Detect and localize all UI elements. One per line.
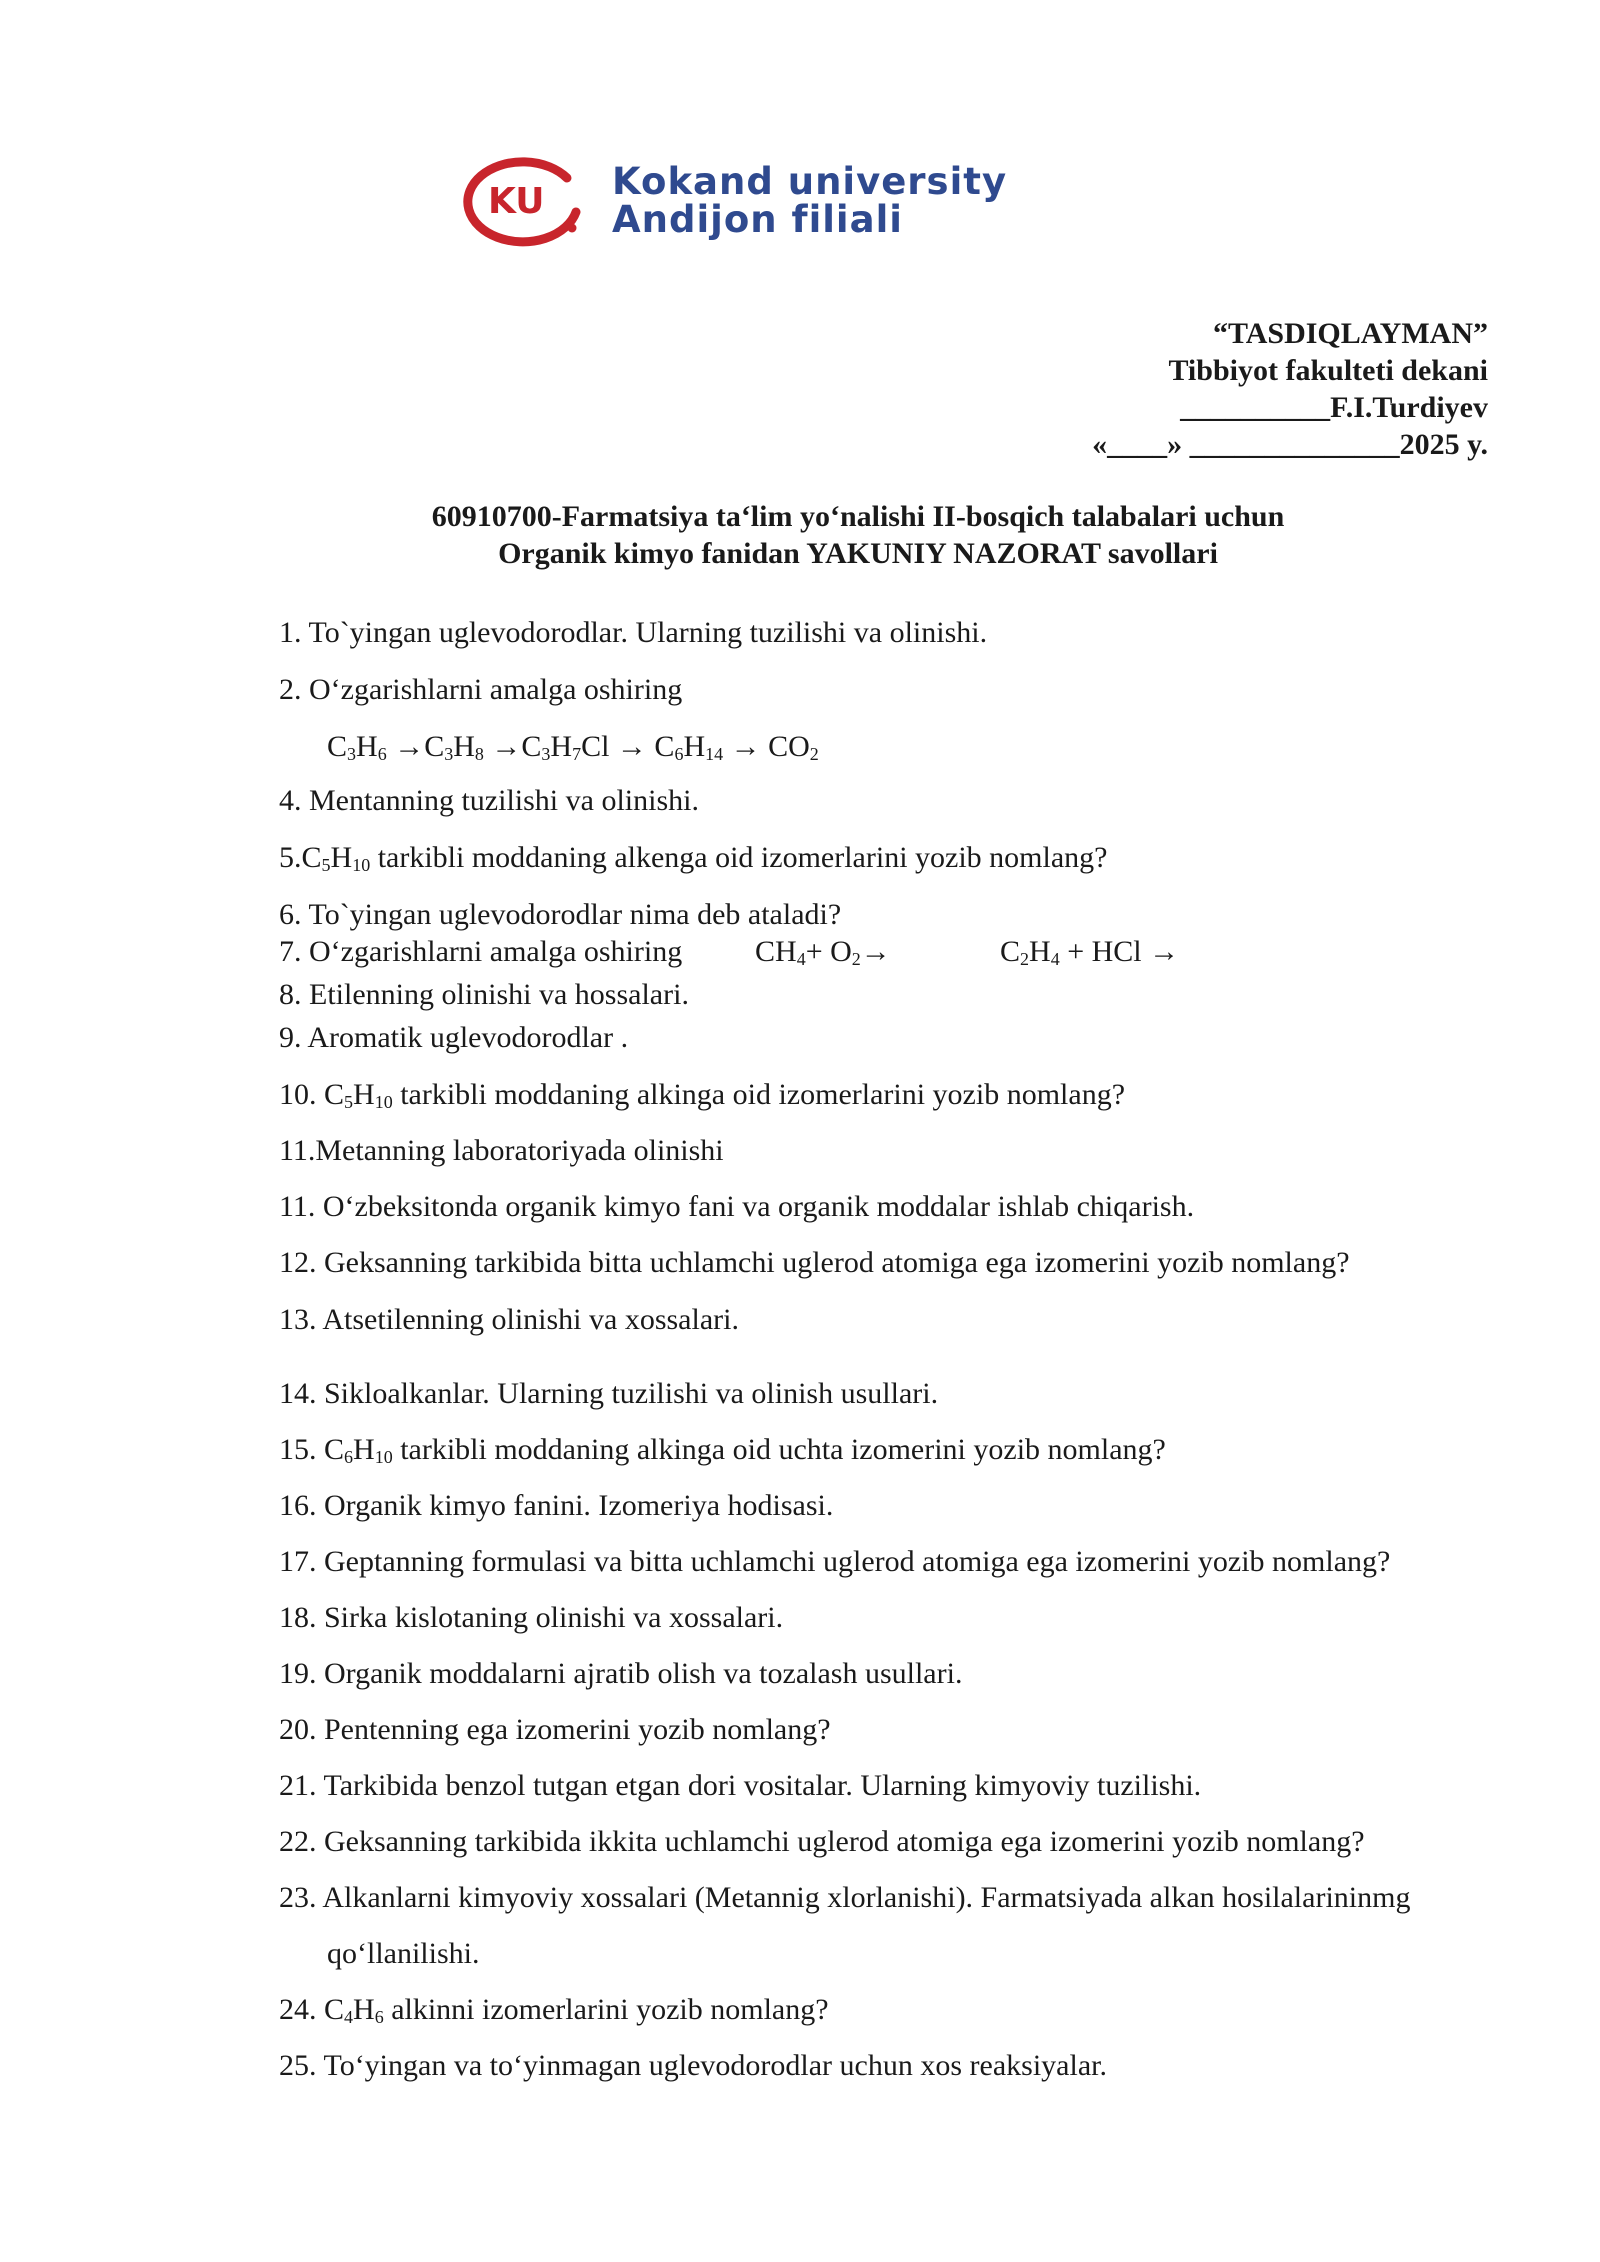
document-title [0, 498, 1600, 572]
ku-emblem-icon [462, 150, 592, 250]
approval-date: «____» ______________2025 y. [1092, 428, 1488, 461]
approval-position: Tibbiyot fakulteti dekani [1168, 354, 1488, 387]
question-19: 19. Organik moddalarni ajratib olish va tozalash usullari. [279, 1657, 963, 1690]
title-line-2: Organik kimyo fanidan YAKUNIY NAZORAT savollari [498, 537, 1218, 570]
question-10: 10. $C_5H_{10}$ tarkibli moddaning alkinga oid izomerlarini yozib nomlang? [279, 1078, 1126, 1112]
question-16: 16. Organik kimyo fanini. Izomeriya hodisasi. [279, 1489, 834, 1522]
reaction-ethylene-hcl: $C_2H_4$ + HCl → [1000, 935, 1180, 969]
question-5: $5.C_5H_{10}$ tarkibli moddaning alkenga oid izomerlarini yozib nomlang? [279, 841, 1108, 875]
question-23: 23. Alkanlarni kimyoviy xossalari (Metannig xlorlanishi). Farmatsiyada alkan hosilalarininmg [279, 1881, 1411, 1914]
question-14: 14. Sikloalkanlar. Ularning tuzilishi va olinish usullari. [279, 1377, 939, 1410]
university-logo [462, 150, 1062, 250]
question-18: 18. Sirka kislotaning olinishi va xossalari. [279, 1601, 784, 1634]
question-4: 4. Mentanning tuzilishi va olinishi. [279, 784, 699, 817]
question-8: 8. Etilenning olinishi va hossalari. [279, 978, 689, 1011]
question-24: 24. $C_4H_6$ alkinni izomerlarini yozib nomlang? [279, 1993, 829, 2027]
question-6: 6. To`yingan uglevodorodlar nima deb ataladi? [279, 898, 842, 931]
approval-signature: __________F.I.Turdiyev [1180, 391, 1488, 424]
question-15: 15. $C_6H_{10}$ tarkibli moddaning alkinga oid uchta izomerini yozib nomlang? [279, 1433, 1166, 1467]
question-13: 13. Atsetilenning olinishi va xossalari. [279, 1303, 739, 1336]
question-23-continued: qo‘llanilishi. [327, 1937, 480, 1970]
question-7: 7. O‘zgarishlarni amalga oshiring [279, 935, 683, 968]
logo-title: Kokand university [612, 160, 1008, 203]
question-11a: 11.Metanning laboratoriyada olinishi [279, 1134, 724, 1167]
question-11b: 11. O‘zbeksitonda organik kimyo fani va organik moddalar ishlab chiqarish. [279, 1190, 1195, 1223]
question-1: 1. To`yingan uglevodorodlar. Ularning tuzilishi va olinishi. [279, 616, 988, 649]
question-2: 2. O‘zgarishlarni amalga oshiring [279, 673, 683, 706]
question-9: 9. Aromatik uglevodorodlar . [279, 1021, 629, 1054]
title-line-1: 60910700-Farmatsiya ta‘lim yo‘nalishi II-bosqich talabalari uchun [431, 500, 1285, 533]
question-22: 22. Geksanning tarkibida ikkita uchlamchi uglerod atomiga ega izomerini yozib nomlang? [279, 1825, 1365, 1858]
question-25: 25. To‘yingan va to‘yinmagan uglevodorodlar uchun xos reaksiyalar. [279, 2049, 1107, 2082]
question-20: 20. Pentenning ega izomerini yozib nomlang? [279, 1713, 831, 1746]
approval-block [1092, 315, 1488, 463]
question-21: 21. Tarkibida benzol tutgan etgan dori vositalar. Ularning kimyoviy tuzilishi. [279, 1769, 1202, 1802]
approval-heading: “TASDIQLAYMAN” [1212, 317, 1488, 350]
question-12: 12. Geksanning tarkibida bitta uchlamchi uglerod atomiga ega izomerini yozib nomlang? [279, 1246, 1350, 1279]
logo-subtitle: Andijon filiali [612, 198, 903, 241]
reaction-chain: $C_3H_6 \to C_3H_8 \to C_3H_7Cl \to C_6H_{14} \to CO_2$ [327, 730, 819, 764]
logo-mark-text: KU [488, 181, 545, 222]
reaction-methane-oxygen: $CH_4+ O_2\to$ [755, 935, 891, 969]
question-17: 17. Geptanning formulasi va bitta uchlamchi uglerod atomiga ega izomerini yozib nomlang? [279, 1545, 1391, 1578]
